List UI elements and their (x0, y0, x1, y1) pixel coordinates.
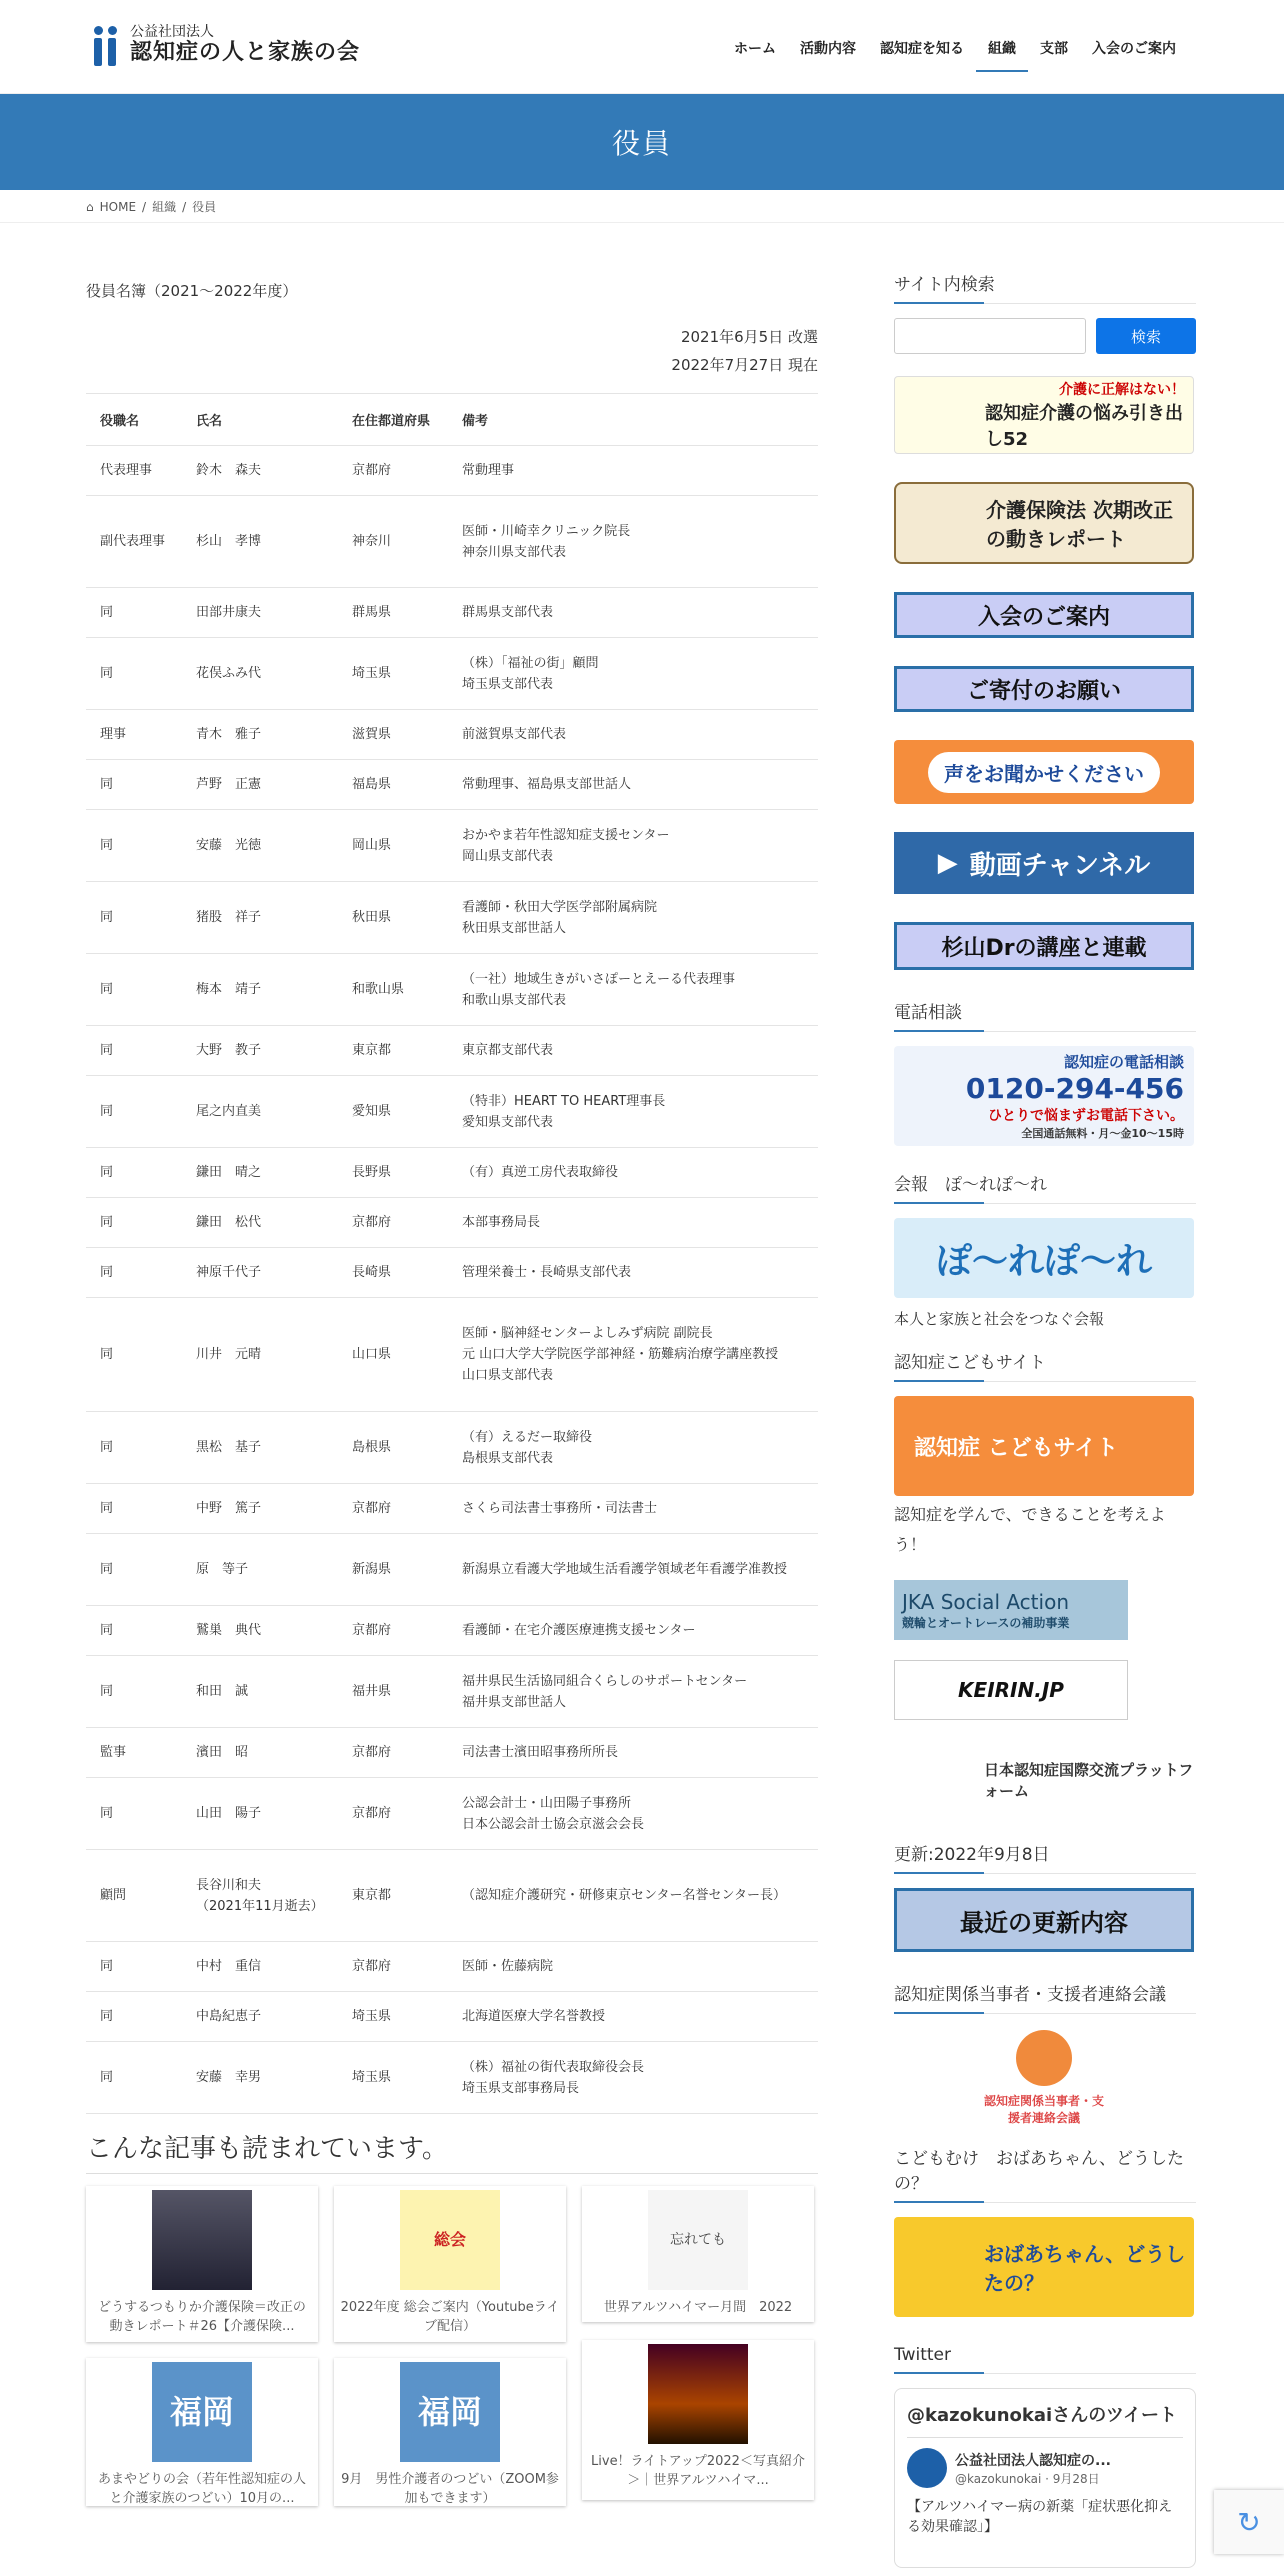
breadcrumb-separator: / (142, 199, 147, 214)
cell-name: 長谷川和夫 （2021年11月逝去） (182, 1850, 338, 1942)
book-banner[interactable] (894, 376, 1194, 454)
cell-role: 同 (86, 760, 182, 810)
related-articles-title: こんな記事も読まれています。 (86, 2128, 818, 2174)
liaison-logo-text: 認知症関係当事者・支援者連絡会議 (983, 2094, 1104, 2125)
cell-name: 鷲巣 典代 (182, 1606, 338, 1656)
cell-note: 公認会計士・山田陽子事務所 日本公認会計士協会京滋会会長 (448, 1778, 818, 1850)
cell-role: 同 (86, 954, 182, 1026)
cell-note: 管理栄養士・長崎県支部代表 (448, 1248, 818, 1298)
cell-name: 杉山 孝博 (182, 496, 338, 588)
roster-dates (86, 323, 818, 379)
cell-name: 鈴木 森夫 (182, 446, 338, 496)
card-thumbnail: 福岡 (152, 2362, 252, 2462)
table-row (86, 1248, 818, 1298)
search-input[interactable] (894, 318, 1086, 354)
cell-name: 中野 篤子 (182, 1484, 338, 1534)
recaptcha-icon: ↻ (1237, 2505, 1261, 2539)
breadcrumb-current: 役員 (192, 200, 217, 214)
cell-name: 黒松 基子 (182, 1412, 338, 1484)
phone-banner[interactable] (894, 1046, 1194, 1146)
table-row (86, 638, 818, 710)
tweet-text: 【アルツハイマー病の新薬「症状悪化抑える効果確認」】 (907, 2499, 1173, 2535)
cell-name: 田部井康夫 (182, 588, 338, 638)
cell-note: 看護師・秋田大学医学部附属病院 秋田県支部世話人 (448, 882, 818, 954)
join-banner[interactable]: 入会のご案内 (894, 592, 1194, 638)
table-row (86, 1534, 818, 1606)
cell-role: 同 (86, 1298, 182, 1412)
cell-pref: 京都府 (338, 1198, 448, 1248)
table-row (86, 588, 818, 638)
cell-pref: 京都府 (338, 1728, 448, 1778)
cell-role: 監事 (86, 1728, 182, 1778)
cell-pref: 京都府 (338, 1606, 448, 1656)
kids-book-banner[interactable]: おばあちゃん、どうしたの？ (894, 2217, 1194, 2317)
twitter-avatar (907, 2448, 947, 2488)
table-row (86, 1484, 818, 1534)
cell-pref: 和歌山県 (338, 954, 448, 1026)
sugiyama-banner[interactable]: 杉山Drの講座と連載 (894, 922, 1194, 970)
card-title: あまやどりの会（若年性認知症の人と介護家族のつどい）10月の... (97, 2472, 306, 2506)
breadcrumb-organization[interactable]: 組織 (152, 200, 177, 214)
cell-role: 同 (86, 1656, 182, 1728)
platform-banner[interactable]: 日本認知症国際交流プラットフォーム (894, 1740, 1194, 1820)
cell-pref: 福井県 (338, 1656, 448, 1728)
cell-note: （一社）地域生きがいさぽーとえーる代表理事 和歌山県支部代表 (448, 954, 818, 1026)
table-row (86, 954, 818, 1026)
table-row (86, 496, 818, 588)
sidebar (894, 270, 1196, 2568)
table-header-row (86, 394, 818, 446)
cell-name: 山田 陽子 (182, 1778, 338, 1850)
cell-pref: 島根県 (338, 1412, 448, 1484)
cell-role: 同 (86, 1076, 182, 1148)
card-thumbnail: 忘れても (648, 2190, 748, 2290)
cell-name: 青木 雅子 (182, 710, 338, 760)
card-thumbnail (152, 2190, 252, 2290)
cell-role: 同 (86, 1198, 182, 1248)
cell-role: 同 (86, 588, 182, 638)
cell-name: 濱田 昭 (182, 1728, 338, 1778)
cell-note: 医師・佐藤病院 (448, 1942, 818, 1992)
table-row (86, 2042, 818, 2114)
kids-site-heading: 認知症こどもサイト (894, 1348, 1196, 1382)
table-row (86, 1198, 818, 1248)
table-row (86, 760, 818, 810)
breadcrumb-separator: / (182, 199, 187, 214)
col-note: 備考 (448, 394, 818, 446)
site-logo[interactable] (94, 24, 360, 66)
cell-role: 同 (86, 1534, 182, 1606)
nav-organization[interactable]: 組織 (976, 38, 1028, 72)
book-banner-tagline: 介護に正解はない！ (1059, 382, 1185, 398)
table-row (86, 1298, 818, 1412)
search-button[interactable]: 検索 (1096, 318, 1196, 354)
cell-name: 安藤 幸男 (182, 2042, 338, 2114)
voice-banner-label: 声をお聞かせください (928, 752, 1160, 793)
cell-name: 大野 教子 (182, 1026, 338, 1076)
logo-title: 認知症の人と家族の会 (130, 39, 361, 65)
cell-name: 花俣ふみ代 (182, 638, 338, 710)
cell-note: 本部事務局長 (448, 1198, 818, 1248)
cell-name: 神原千代子 (182, 1248, 338, 1298)
cell-pref: 東京都 (338, 1850, 448, 1942)
cell-name: 猪股 祥子 (182, 882, 338, 954)
related-card[interactable] (86, 2358, 318, 2506)
cell-role: 理事 (86, 710, 182, 760)
cell-note: 新潟県立看護大学地域生活看護学領域老年看護学准教授 (448, 1534, 818, 1606)
breadcrumb-divider (0, 222, 1284, 223)
cell-name: 鎌田 松代 (182, 1198, 338, 1248)
kids-site-banner[interactable]: 認知症 こどもサイト (894, 1396, 1194, 1496)
cell-name: 和田 誠 (182, 1656, 338, 1728)
nav-membership[interactable]: 入会のご案内 (1092, 41, 1176, 57)
updates-banner[interactable]: 最近の更新内容 (894, 1888, 1194, 1952)
cell-pref: 京都府 (338, 1942, 448, 1992)
cell-name: 中村 重信 (182, 1942, 338, 1992)
cell-name: 原 等子 (182, 1534, 338, 1606)
related-card[interactable] (334, 2358, 566, 2506)
col-prefecture: 在住都道府県 (338, 394, 448, 446)
cell-note: 東京都支部代表 (448, 1026, 818, 1076)
phone-number: 0120-294-456 (965, 1072, 1184, 1105)
card-title: 2022年度 総会ご案内（Youtubeライブ配信） (340, 2300, 560, 2334)
cell-name: 芦野 正憲 (182, 760, 338, 810)
cell-note: （有）えるだー取締役 島根県支部代表 (448, 1412, 818, 1484)
cell-role: 同 (86, 2042, 182, 2114)
revised-date: 2021年6月5日 改選 (680, 328, 818, 346)
cell-pref: 神奈川 (338, 496, 448, 588)
cell-role: 同 (86, 1606, 182, 1656)
cell-note: （特非）HEART TO HEART理事長 愛知県支部代表 (448, 1076, 818, 1148)
card-thumbnail (648, 2344, 748, 2444)
cell-pref: 京都府 (338, 1484, 448, 1534)
jka-subtitle: 競輪とオートレースの補助事業 (902, 1615, 1070, 1630)
liaison-heading: 認知症関係当事者・支援者連絡会議 (894, 1980, 1196, 2014)
roster-title: 役員名簿（2021～2022年度） (86, 282, 298, 300)
table-row (86, 1656, 818, 1728)
cell-note: 常動理事 (448, 446, 818, 496)
cell-pref: 埼玉県 (338, 1992, 448, 2042)
phone-banner-title: 認知症の電話相談 (1063, 1053, 1184, 1071)
jka-title: JKA Social Action (902, 1589, 1069, 1614)
related-card[interactable] (86, 2186, 318, 2342)
search-heading: サイト内検索 (894, 270, 1196, 304)
cell-role: 同 (86, 1412, 182, 1484)
nav-about-dementia[interactable]: 認知症を知る (880, 41, 964, 57)
cell-role: 副代表理事 (86, 496, 182, 588)
cell-note: 福井県民生活協同組合くらしのサポートセンター 福井県支部世話人 (448, 1656, 818, 1728)
nav-home[interactable]: ホーム (734, 41, 776, 57)
logo-subtitle: 公益社団法人 (130, 24, 214, 41)
cell-pref: 愛知県 (338, 1076, 448, 1148)
cell-pref: 滋賀県 (338, 710, 448, 760)
cell-pref: 長崎県 (338, 1248, 448, 1298)
cell-note: 常動理事、福島県支部世話人 (448, 760, 818, 810)
cell-pref: 京都府 (338, 1778, 448, 1850)
cell-role: 同 (86, 1778, 182, 1850)
cell-pref: 新潟県 (338, 1534, 448, 1606)
cell-role: 同 (86, 1248, 182, 1298)
twitter-widget-title: @kazokunokaiさんのツイート (907, 2401, 1183, 2438)
liaison-banner[interactable] (894, 2028, 1194, 2128)
tweet-author: 公益社団法人認知症の... (955, 2452, 1111, 2469)
cell-role: 代表理事 (86, 446, 182, 496)
logo-icon (94, 24, 122, 66)
cell-note: （認知症介護研究・研修東京センター名誉センター長） (448, 1850, 818, 1942)
video-channel-banner[interactable] (894, 832, 1194, 894)
cell-role: 同 (86, 882, 182, 954)
cell-name: 鎌田 晴之 (182, 1148, 338, 1198)
keirin-banner[interactable]: KEIRIN.JP (894, 1660, 1128, 1720)
cell-note: （株）福祉の街代表取締役会長 埼玉県支部事務局長 (448, 2042, 818, 2114)
home-icon: ⌂ (86, 199, 94, 214)
table-row (86, 1942, 818, 1992)
newsletter-banner[interactable]: ぽ～れぽ～れ (894, 1218, 1194, 1298)
card-title: 世界アルツハイマー月間 2022 (603, 2300, 793, 2315)
cell-note: 司法書士濱田昭事務所所長 (448, 1728, 818, 1778)
cell-pref: 京都府 (338, 446, 448, 496)
related-articles (86, 2186, 818, 2506)
main-content (86, 280, 818, 2506)
cell-pref: 長野県 (338, 1148, 448, 1198)
table-row (86, 446, 818, 496)
kids-site-caption: 認知症を学んで、できることを考えよう！ (894, 1505, 1166, 1554)
recaptcha-badge[interactable] (1214, 2490, 1284, 2554)
cell-note: おかやま若年性認知症支援センター 岡山県支部代表 (448, 810, 818, 882)
cell-name: 中島紀恵子 (182, 1992, 338, 2042)
cell-pref: 山口県 (338, 1298, 448, 1412)
cell-name: 安藤 光徳 (182, 810, 338, 882)
table-row (86, 1412, 818, 1484)
card-title: Live！ライトアップ2022＜写真紹介＞｜世界アルツハイマ... (591, 2454, 805, 2488)
table-row (86, 1778, 818, 1850)
site-header (0, 0, 1284, 94)
table-row (86, 1026, 818, 1076)
cell-pref: 秋田県 (338, 882, 448, 954)
donate-banner[interactable]: ご寄付のお願い (894, 666, 1194, 712)
kids-book-heading: こどもむけ おばあちゃん、どうしたの？ (894, 2144, 1196, 2203)
table-row (86, 882, 818, 954)
cell-role: 同 (86, 1148, 182, 1198)
related-card[interactable] (582, 2186, 814, 2322)
liaison-logo-icon (1016, 2030, 1072, 2086)
col-name: 氏名 (182, 394, 338, 446)
table-row (86, 1850, 818, 1942)
table-row (86, 710, 818, 760)
card-title: 9月 男性介護者のつどい（ZOOM参加もできます） (341, 2472, 559, 2506)
cell-role: 同 (86, 810, 182, 882)
cell-name: 尾之内直美 (182, 1076, 338, 1148)
cell-note: 看護師・在宅介護医療連携支援センター (448, 1606, 818, 1656)
tweet-handle: @kazokunokai · 9月28日 (955, 2471, 1100, 2486)
twitter-widget[interactable] (894, 2388, 1196, 2568)
book-banner-title: 認知症介護の悩み引き出し52 (985, 403, 1183, 450)
cell-name: 梅本 靖子 (182, 954, 338, 1026)
cell-role: 同 (86, 1992, 182, 2042)
current-date: 2022年7月27日 現在 (671, 356, 818, 374)
phone-heading: 電話相談 (894, 998, 1196, 1032)
search-form (894, 318, 1196, 354)
cell-note: 医師・川崎幸クリニック院長 神奈川県支部代表 (448, 496, 818, 588)
cell-note: 群馬県支部代表 (448, 588, 818, 638)
page-title: 役員 (611, 127, 672, 160)
officer-table (86, 393, 818, 2114)
cell-pref: 岡山県 (338, 810, 448, 882)
video-channel-label: 動画チャンネル (969, 850, 1151, 881)
table-row (86, 810, 818, 882)
card-thumbnail: 総会 (400, 2190, 500, 2290)
play-icon: ▶ (937, 848, 958, 878)
nav-activities[interactable]: 活動内容 (800, 41, 856, 57)
cell-note: 医師・脳神経センターよしみず病院 副院長 元 山口大学大学院医学部神経・筋難病治療学講座教授 山口県支部代表 (448, 1298, 818, 1412)
cell-pref: 埼玉県 (338, 638, 448, 710)
page-title-band (0, 94, 1284, 190)
breadcrumb (86, 198, 216, 215)
voice-banner[interactable] (894, 740, 1194, 804)
jka-banner[interactable] (894, 1580, 1128, 1640)
table-row (86, 1992, 818, 2042)
table-row (86, 1076, 818, 1148)
cell-pref: 埼玉県 (338, 2042, 448, 2114)
global-nav (722, 38, 1188, 72)
cell-note: 前滋賀県支部代表 (448, 710, 818, 760)
nav-branches[interactable]: 支部 (1040, 41, 1068, 57)
twitter-heading: Twitter (894, 2345, 1196, 2374)
phone-hours: 全国通話無料・月～金10～15時 (1021, 1127, 1184, 1140)
cell-note: 北海道医療大学名誉教授 (448, 1992, 818, 2042)
related-card[interactable] (582, 2340, 814, 2500)
card-title: どうするつもりか介護保険＝改正の動きレポート＃26【介護保険... (98, 2300, 306, 2334)
cell-role: 顧問 (86, 1850, 182, 1942)
cell-role: 同 (86, 1942, 182, 1992)
cell-role: 同 (86, 1484, 182, 1534)
cell-name: 川井 元晴 (182, 1298, 338, 1412)
table-row (86, 1728, 818, 1778)
cell-role: 同 (86, 638, 182, 710)
cell-note: （株）「福祉の街」顧問 埼玉県支部代表 (448, 638, 818, 710)
breadcrumb-home[interactable]: HOME (99, 199, 137, 214)
cell-pref: 福島県 (338, 760, 448, 810)
cell-pref: 群馬県 (338, 588, 448, 638)
col-role: 役職名 (86, 394, 182, 446)
kaigo-report-banner[interactable]: 介護保険法 次期改正の動きレポート (894, 482, 1194, 564)
newsletter-caption: 本人と家族と社会をつなぐ会報 (894, 1310, 1105, 1328)
table-row (86, 1606, 818, 1656)
newsletter-heading: 会報 ぽ～れぽ～れ (894, 1170, 1196, 1204)
cell-pref: 東京都 (338, 1026, 448, 1076)
card-thumbnail: 福岡 (400, 2362, 500, 2462)
cell-role: 同 (86, 1026, 182, 1076)
phone-banner-sub: ひとりで悩まずお電話下さい。 (988, 1108, 1184, 1124)
cell-note: さくら司法書士事務所・司法書士 (448, 1484, 818, 1534)
table-row (86, 1148, 818, 1198)
cell-note: （有）真逆工房代表取締役 (448, 1148, 818, 1198)
updated-heading: 更新:2022年9月8日 (894, 1840, 1196, 1874)
related-card[interactable] (334, 2186, 566, 2342)
